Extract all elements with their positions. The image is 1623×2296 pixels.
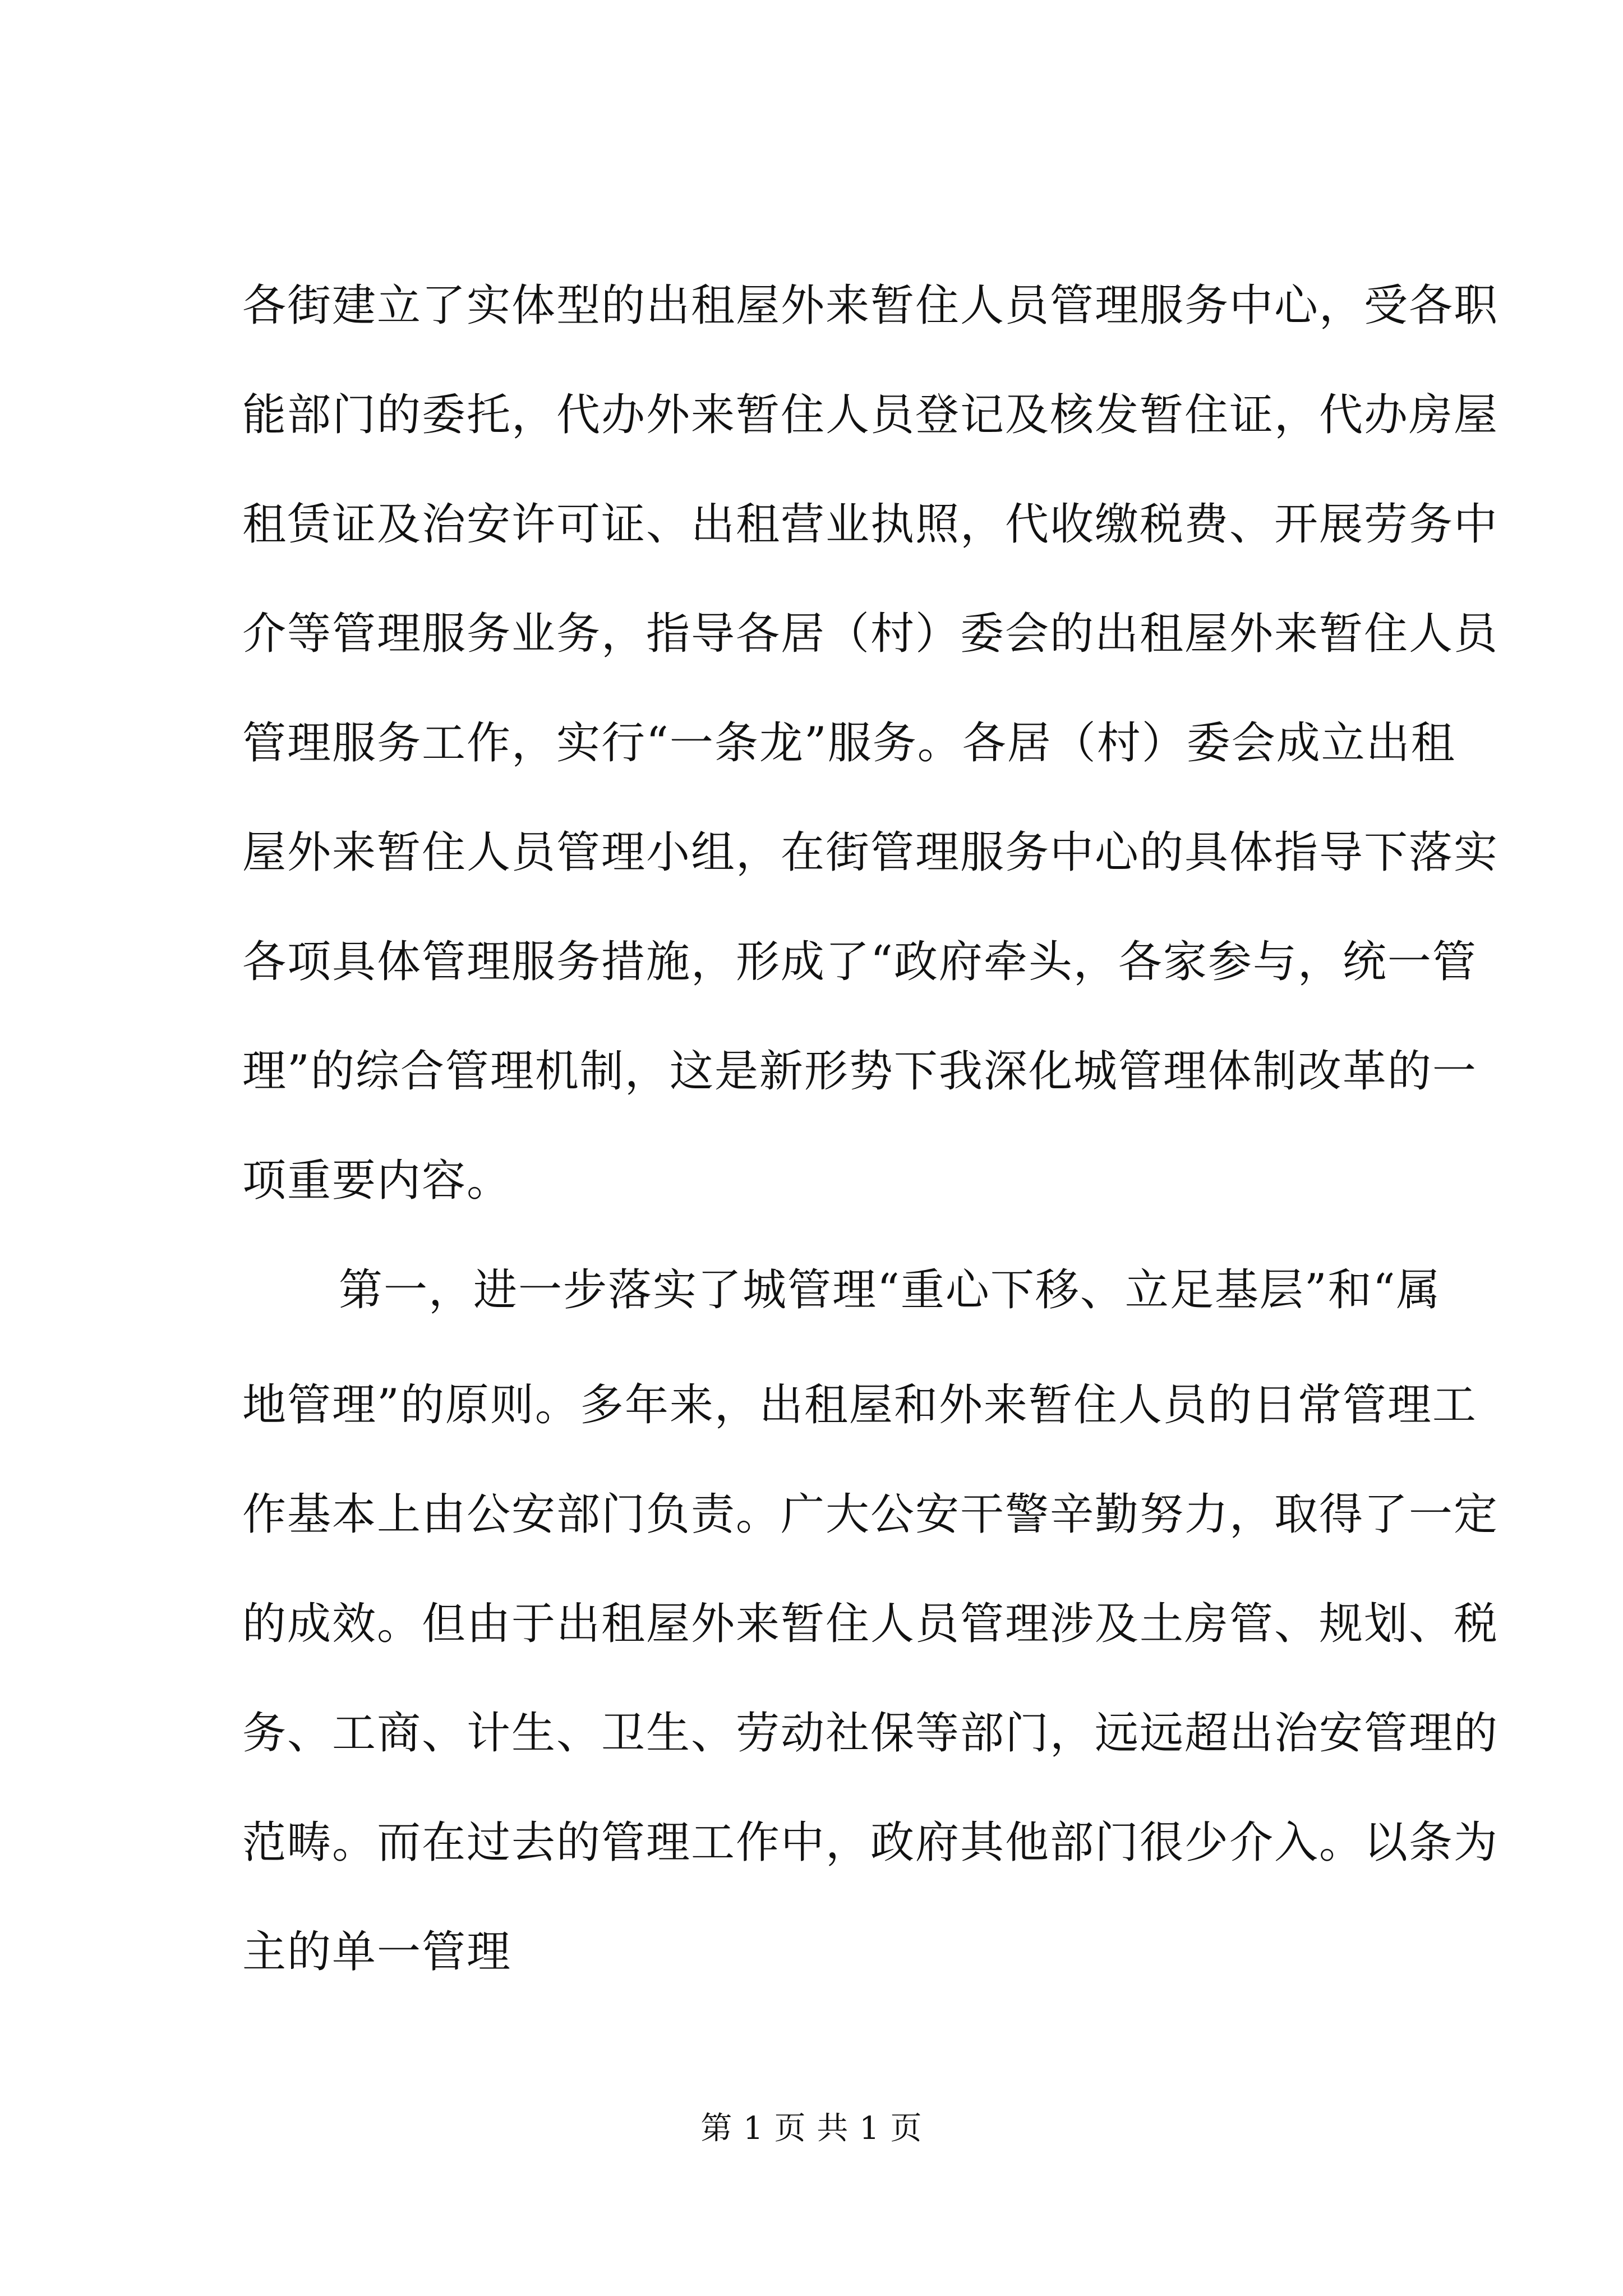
- paragraph-1-line-7: 各项具体管理服务措施，形成了“政府牵头，各家参与，统一管: [242, 937, 1477, 987]
- paragraph-1-line-5: 管理服务工作，实行“一条龙”服务。各居（村）委会成立出租: [242, 718, 1456, 769]
- page-footer: 第 1 页 共 1 页: [700, 2110, 923, 2147]
- paragraph-1-line-9: 项重要内容。: [242, 1156, 512, 1206]
- paragraph-1-line-6: 屋外来暂住人员管理小组，在街管理服务中心的具体指导下落实: [242, 827, 1499, 878]
- paragraph-2-line-1: 第一，进一步落实了城管理“重心下移、立足基层”和“属: [339, 1265, 1441, 1315]
- paragraph-2-line-2: 地管理”的原则。多年来，出租屋和外来暂住人员的日常管理工: [242, 1380, 1477, 1430]
- paragraph-1-line-3: 租赁证及治安许可证、出租营业执照，代收缴税费、开展劳务中: [242, 499, 1499, 550]
- paragraph-1-line-2: 能部门的委托，代办外来暂住人员登记及核发暂住证，代办房屋: [242, 390, 1499, 440]
- paragraph-2-line-5: 务、工商、计生、卫生、劳动社保等部门，远远超出治安管理的: [242, 1708, 1499, 1759]
- paragraph-2-line-3: 作基本上由公安部门负责。广大公安干警辛勤努力，取得了一定: [242, 1489, 1499, 1540]
- paragraph-1-line-1: 各街建立了实体型的出租屋外来暂住人员管理服务中心，受各职: [242, 280, 1499, 331]
- paragraph-1-line-8: 理”的综合管理机制，这是新形势下我深化城管理体制改革的一: [242, 1046, 1477, 1097]
- paragraph-2-line-7: 主的单一管理: [242, 1927, 512, 1977]
- paragraph-2-line-6: 范畴。而在过去的管理工作中，政府其他部门很少介入。以条为: [242, 1818, 1499, 1868]
- paragraph-1-line-4: 介等管理服务业务，指导各居（村）委会的出租屋外来暂住人员: [242, 609, 1499, 659]
- paragraph-2-line-4: 的成效。但由于出租屋外来暂住人员管理涉及土房管、规划、税: [242, 1599, 1499, 1649]
